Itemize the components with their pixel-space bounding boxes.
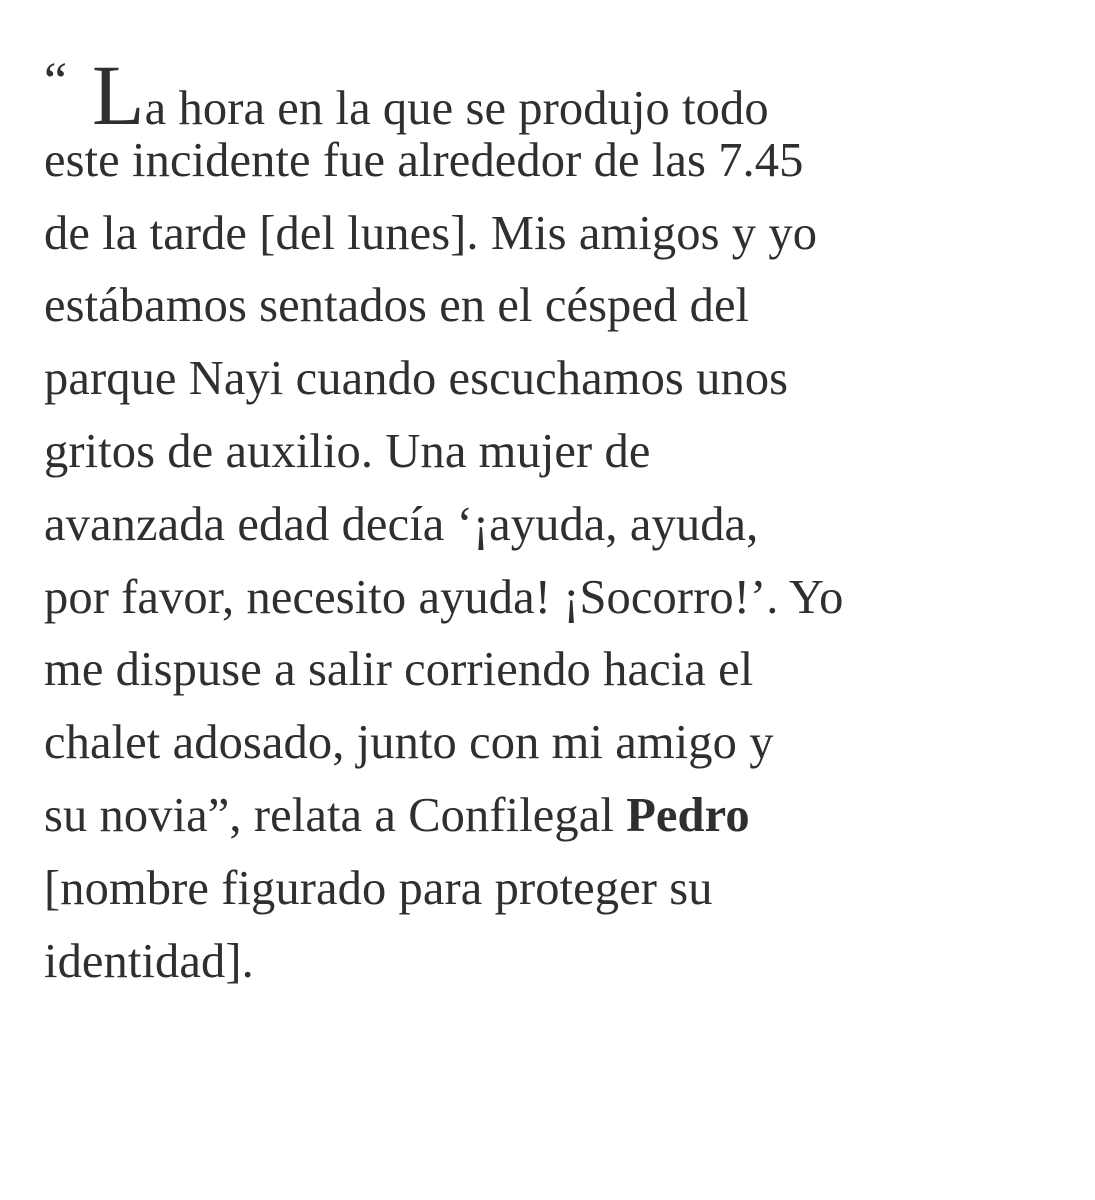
opening-quote-mark: “ bbox=[44, 53, 68, 110]
quote-line: gritos de auxilio. Una mujer de bbox=[44, 424, 651, 478]
quote-line: por favor, necesito ayuda! ¡Socorro!’. Yo bbox=[44, 570, 844, 624]
quote-line: estábamos sentados en el césped del bbox=[44, 279, 750, 333]
quote-line: parque Nayi cuando escuchamos unos bbox=[44, 352, 789, 406]
quote-line: chalet adosado, junto con mi amigo y bbox=[44, 716, 774, 770]
attribution-text: su novia”, relata a Confilegal bbox=[44, 788, 627, 842]
article-quote-paragraph bbox=[44, 47, 1059, 998]
quote-first-line bbox=[44, 47, 1059, 143]
quote-line: este incidente fue alrededor de las 7.45 bbox=[44, 133, 804, 187]
quote-line: identidad]. bbox=[44, 934, 254, 988]
attribution-line bbox=[44, 780, 1059, 853]
first-line-text: a hora en la que se produjo todo bbox=[144, 82, 769, 135]
quote-line: de la tarde [del lunes]. Mis amigos y yo bbox=[44, 206, 818, 260]
source-name: Pedro bbox=[626, 788, 750, 842]
quote-line: avanzada edad decía ‘¡ayuda, ayuda, bbox=[44, 497, 759, 551]
quote-line: [nombre figurado para proteger su bbox=[44, 861, 713, 915]
quote-line: me dispuse a salir corriendo hacia el bbox=[44, 643, 754, 697]
drop-cap-letter: L bbox=[92, 47, 145, 143]
